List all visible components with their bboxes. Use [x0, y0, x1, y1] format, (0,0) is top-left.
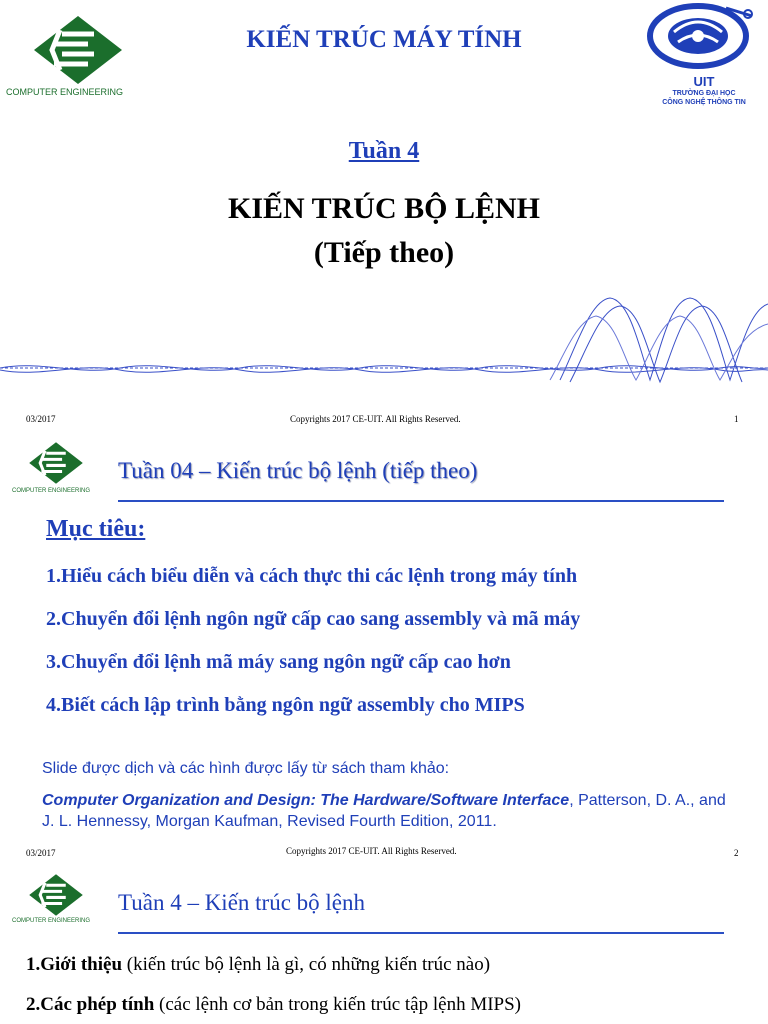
uit-logo-line1: TRƯỜNG ĐẠI HỌC: [672, 90, 736, 97]
objectives-title: Mục tiêu:: [46, 516, 146, 542]
footer-copyright: Copyrights 2017 CE-UIT. All Rights Reserved.: [286, 846, 457, 856]
heading-divider: [118, 932, 724, 934]
topic-title: 1.Giới thiệu: [26, 954, 123, 975]
week-link[interactable]: Tuần 4: [348, 138, 420, 164]
slide-heading: Tuần 04 – Kiến trúc bộ lệnh (tiếp theo): [118, 458, 478, 483]
topic-item: [26, 952, 521, 992]
reference-authors: , Patterson, D. A., and J. L. Hennessy, Morgan Kaufman, Revised Fourth Edition, 2011.: [42, 792, 726, 830]
topics-list: [26, 952, 521, 1024]
footer-page-number: 1: [734, 414, 739, 424]
ce-logo-caption: COMPUTER ENGINEERING: [12, 488, 91, 494]
lecture-title-line2: (Tiếp theo): [313, 235, 455, 269]
slide-heading: Tuần 4 – Kiến trúc bộ lệnh: [118, 890, 366, 915]
ce-logo-caption: COMPUTER ENGINEERING: [6, 87, 124, 97]
ce-logo-caption: COMPUTER ENGINEERING: [12, 918, 91, 924]
uit-logo-icon: [640, 2, 758, 83]
course-title: KIẾN TRÚC MÁY TÍNH: [246, 26, 522, 53]
topic-title: 2.Các phép tính: [26, 994, 155, 1015]
uit-logo-line2: CÔNG NGHỆ THÔNG TIN: [662, 99, 746, 106]
reference-book-title: Computer Organization and Design: The Hardware/Software Interface: [42, 792, 570, 809]
objectives-list: [46, 562, 580, 734]
topic-description: (kiến trúc bộ lệnh là gì, có những kiến trúc nào): [122, 954, 491, 975]
objective-item: 2.Chuyển đổi lệnh ngôn ngữ cấp cao sang assembly và mã máy: [46, 608, 581, 630]
ce-logo-icon: [28, 872, 84, 918]
footer-page-number: 2: [734, 848, 739, 858]
slide-1: [0, 0, 768, 436]
objective-item: 3.Chuyển đổi lệnh mã máy sang ngôn ngữ cấp cao hơn: [46, 651, 511, 673]
objective-item: 4.Biết cách lập trình bằng ngôn ngữ assembly cho MIPS: [46, 694, 525, 716]
footer-date: 03/2017: [26, 848, 56, 858]
reference-citation: [42, 790, 742, 832]
footer-date: 03/2017: [26, 414, 56, 424]
slide-3: [0, 862, 768, 1024]
wave-decoration-icon: [0, 290, 768, 386]
topic-item: [26, 992, 521, 1024]
lecture-title-line1: KIẾN TRÚC BỘ LỆNH: [227, 192, 540, 225]
uit-logo-name: UIT: [693, 74, 715, 89]
heading-divider: [118, 500, 724, 502]
slide-2: [0, 436, 768, 862]
objective-item: 1.Hiểu cách biểu diễn và cách thực thi các lệnh trong máy tính: [46, 565, 578, 587]
footer-copyright: Copyrights 2017 CE-UIT. All Rights Reserved.: [290, 414, 461, 424]
reference-intro: Slide được dịch và các hình được lấy từ sách tham khảo:: [42, 760, 450, 777]
topic-description: (các lệnh cơ bản trong kiến trúc tập lệnh MIPS): [154, 994, 521, 1015]
lecture-title: [0, 190, 768, 271]
ce-logo-icon: [28, 440, 84, 486]
